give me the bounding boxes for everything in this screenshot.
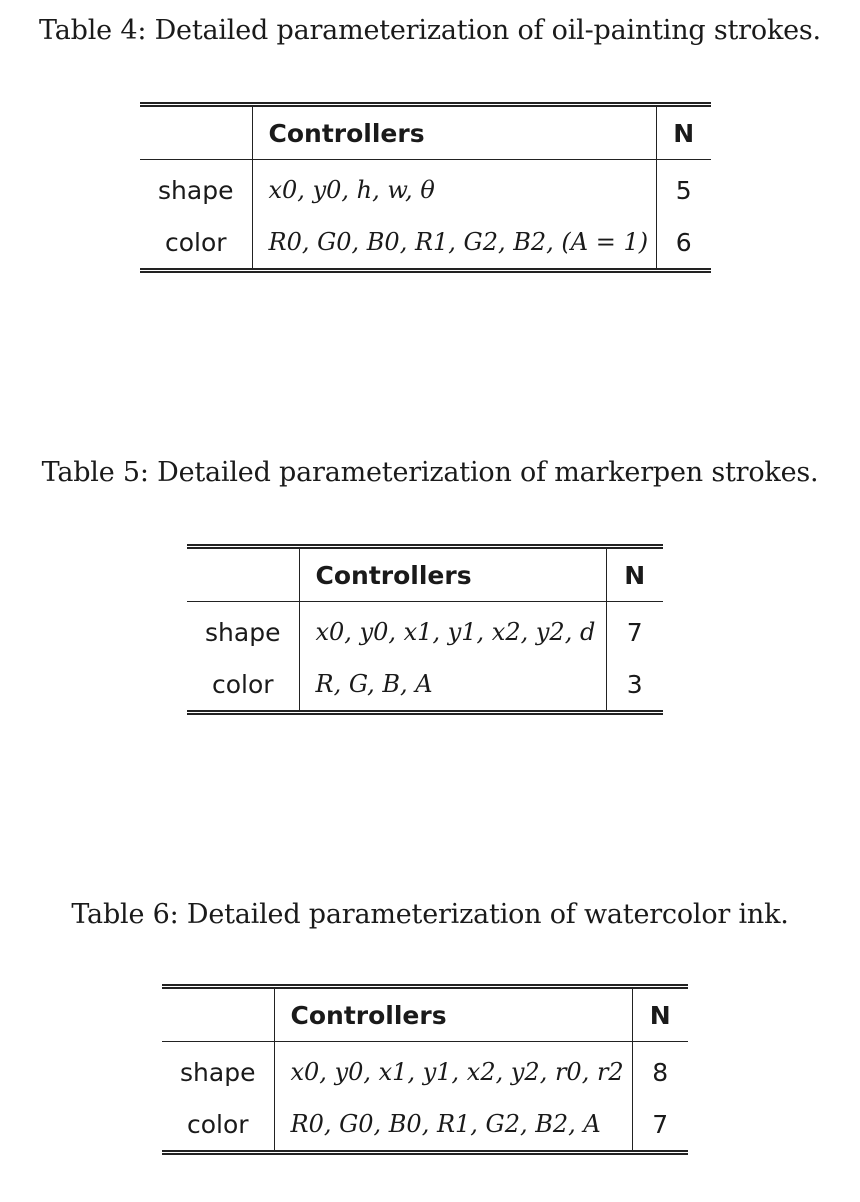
table-header-row (187, 547, 663, 602)
n-cell: 6 (675, 227, 692, 257)
table-header-row (140, 105, 711, 160)
n-header: N (606, 547, 663, 602)
table-row (162, 1098, 688, 1153)
table-4 (140, 102, 711, 273)
table-header-row (162, 987, 688, 1042)
n-cell: 5 (675, 175, 692, 205)
table-6 (162, 984, 688, 1155)
n-cell: 8 (652, 1057, 669, 1087)
controllers-cell: x0, y0, x1, y1, x2, y2, r0, r2 (274, 1042, 632, 1099)
row-label: shape (140, 160, 252, 217)
n-header: N (656, 105, 711, 160)
n-cell: 3 (626, 669, 643, 699)
controllers-cell: x0, y0, h, w, θ (252, 160, 656, 217)
controllers-header: Controllers (274, 987, 632, 1042)
n-cell: 7 (626, 617, 643, 647)
table-5-caption: Table 5: Detailed parameterization of markerpen strokes. (41, 457, 819, 488)
n-header: N (632, 987, 688, 1042)
row-label: color (187, 658, 299, 713)
row-label: shape (162, 1042, 274, 1099)
controllers-header: Controllers (252, 105, 656, 160)
controllers-cell: x0, y0, x1, y1, x2, y2, d (299, 602, 606, 659)
table-6-caption: Table 6: Detailed parameterization of watercolor ink. (71, 899, 789, 930)
header-empty-cell (162, 987, 274, 1042)
table-row (140, 216, 711, 271)
controllers-cell: R0, G0, B0, R1, G2, B2, (A = 1) (252, 216, 656, 271)
row-label: color (162, 1098, 274, 1153)
header-empty-cell (140, 105, 252, 160)
controllers-cell: R, G, B, A (299, 658, 606, 713)
controllers-header: Controllers (299, 547, 606, 602)
row-label: color (140, 216, 252, 271)
table-row (162, 1042, 688, 1099)
controllers-cell: R0, G0, B0, R1, G2, B2, A (274, 1098, 632, 1153)
table-row (140, 160, 711, 217)
table-4-caption: Table 4: Detailed parameterization of oil-painting strokes. (39, 15, 821, 46)
n-cell: 7 (652, 1109, 669, 1139)
row-label: shape (187, 602, 299, 659)
table-5 (187, 544, 663, 715)
header-empty-cell (187, 547, 299, 602)
table-row (187, 658, 663, 713)
table-row (187, 602, 663, 659)
